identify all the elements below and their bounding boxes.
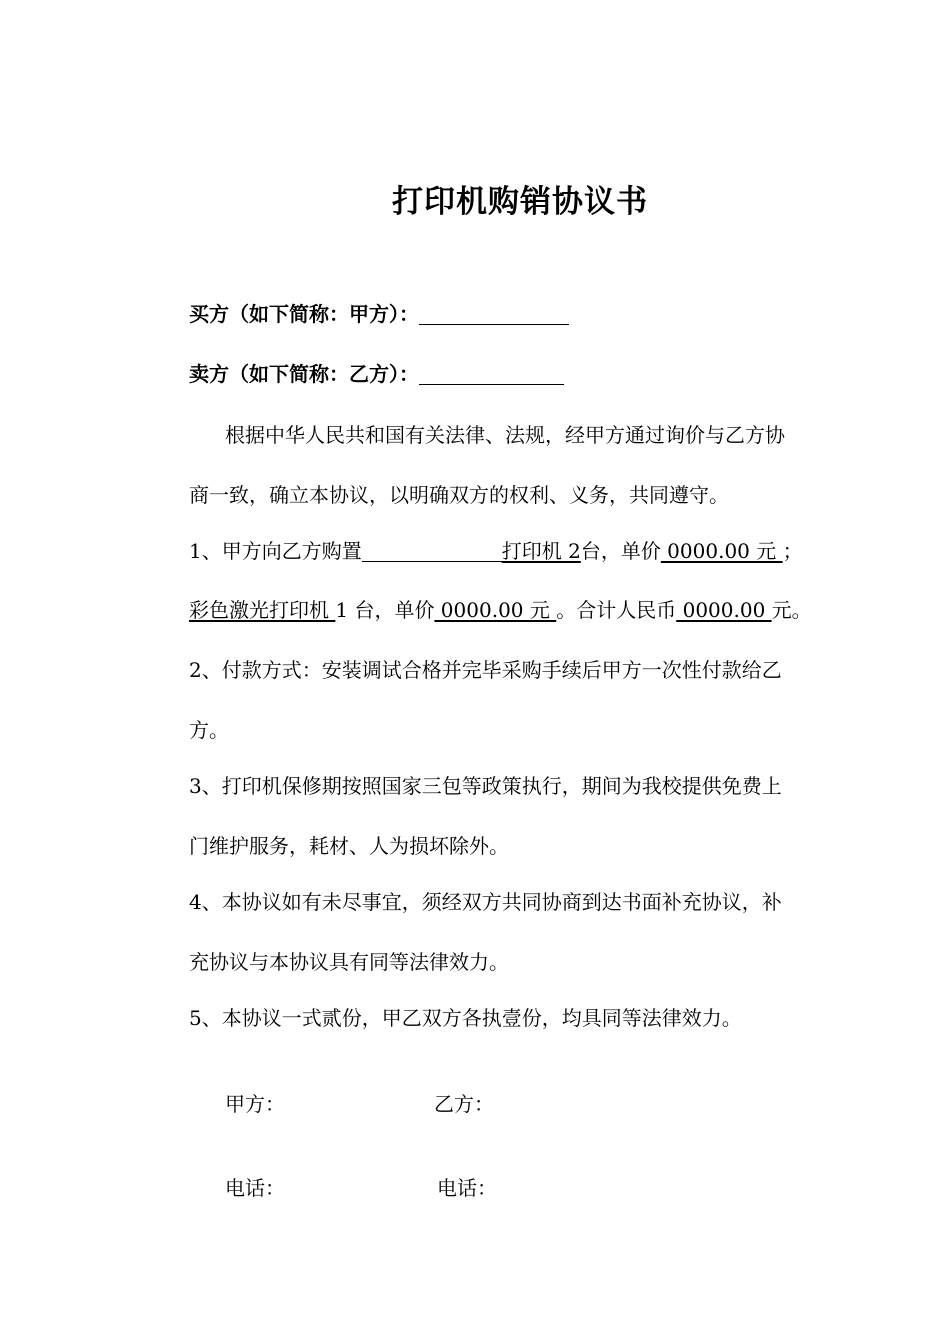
seller-blank [419, 362, 564, 385]
clause-1-total-unit: 元。 [771, 598, 812, 622]
party-b-signature-label: 乙方： [434, 1092, 494, 1116]
buyer-blank [419, 302, 569, 325]
clause-1-total-label: 。合计人民币 [556, 598, 677, 622]
clause-1-unit1: 台，单价 [580, 539, 661, 563]
clause-3-line-2: 门维护服务，耗材、人为损坏除外。 [189, 834, 509, 858]
buyer-label: 买方（如下简称：甲方）： [189, 302, 419, 326]
intro-line-2: 商一致，确立本协议，以明确双方的权利、义务，共同遵守。 [189, 483, 729, 507]
buyer-line [189, 298, 859, 327]
clause-1-total: 0000.00 [676, 598, 772, 622]
clause-1-prefix: 1、甲方向乙方购置 [189, 539, 362, 563]
seller-label: 卖方（如下简称：乙方）： [189, 362, 419, 386]
clause-3-line-1: 3、打印机保修期按照国家三包等政策执行，期间为我校提供免费上 [189, 774, 782, 798]
clause-1-blank [362, 539, 502, 562]
clause-4-line-1: 4、本协议如有未尽事宜，须经双方共同协商到达书面补充协议，补 [189, 890, 782, 914]
clause-1-line-1 [189, 535, 859, 564]
party-a-signature-label: 甲方： [225, 1092, 285, 1116]
clause-1-qty2: 1 台，单价 [335, 598, 435, 622]
clause-2-line-1: 2、付款方式：安装调试合格并完毕采购手续后甲方一次性付款给乙 [189, 658, 782, 682]
intro-line-1: 根据中华人民共和国有关法律、法规，经甲方通过询价与乙方协 [225, 423, 785, 447]
clause-4-line-2: 充协议与本协议具有同等法律效力。 [189, 950, 509, 974]
clause-1-semicolon: ； [782, 539, 803, 563]
clause-1-price1: 0000.00 元 [660, 539, 783, 563]
clause-2-line-2: 方。 [189, 718, 229, 742]
party-b-phone-label: 电话： [437, 1176, 497, 1200]
clause-1-item1: 打印机 2 [501, 539, 581, 563]
clause-5: 5、本协议一式贰份，甲乙双方各执壹份，均具同等法律效力。 [189, 1006, 742, 1030]
clause-1-line-2 [189, 594, 859, 623]
seller-line [189, 358, 859, 387]
clause-1-price2: 0000.00 元 [434, 598, 557, 622]
clause-1-item2: 彩色激光打印机 [189, 598, 336, 622]
document-title: 打印机购销协议书 [392, 184, 648, 220]
party-a-phone-label: 电话： [225, 1176, 285, 1200]
